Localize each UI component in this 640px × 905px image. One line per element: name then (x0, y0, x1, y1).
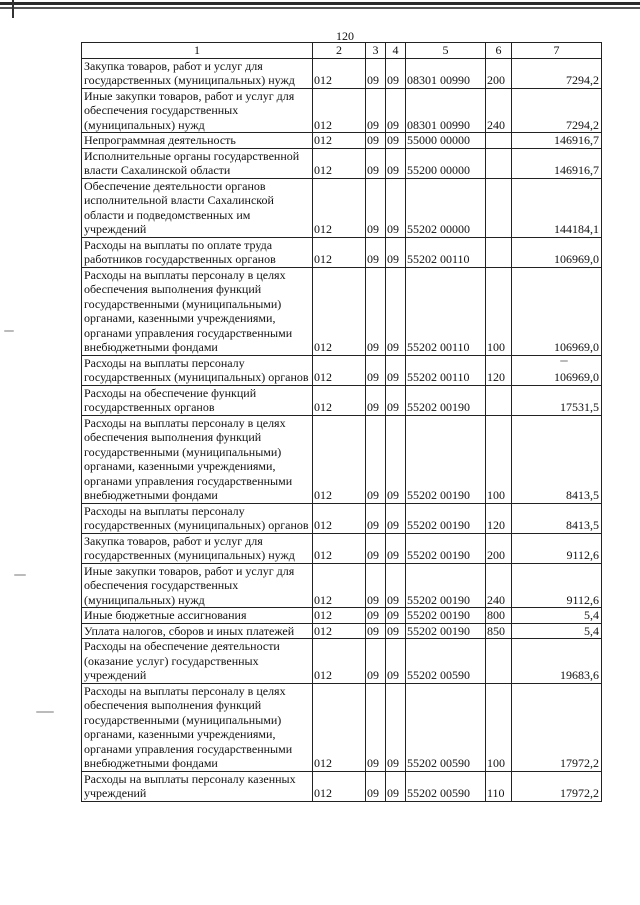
cell-name: Расходы на выплаты персоналу в целях обеспечения выполнения функций государственными (муниципальными) органами, казенными учреждениями, органами управления государственными внебюджетными фондами (82, 683, 313, 771)
cell-target-article: 08301 00990 (406, 58, 486, 88)
cell-section: 09 (366, 639, 386, 684)
table-row (82, 385, 602, 415)
cell-target-article: 55000 00000 (406, 133, 486, 149)
cell-name: Расходы на выплаты персоналу в целях обеспечения выполнения функций государственными (муниципальными) органами, казенными учреждениями, органами управления государственными внебюджетными фондами (82, 415, 313, 503)
table-row (82, 563, 602, 608)
table-row (82, 533, 602, 563)
table-row (82, 503, 602, 533)
cell-section: 09 (366, 237, 386, 267)
cell-target-article: 08301 00990 (406, 88, 486, 133)
cell-amount: 144184,1 (512, 178, 602, 237)
cell-target-article: 55202 00110 (406, 355, 486, 385)
cell-expense-type: 120 (486, 355, 512, 385)
scan-noise (560, 360, 568, 362)
cell-admin-code: 012 (313, 623, 366, 639)
scan-edge-mark (12, 0, 14, 18)
cell-expense-type: 200 (486, 533, 512, 563)
cell-name: Расходы на выплаты по оплате труда работников государственных органов (82, 237, 313, 267)
cell-admin-code: 012 (313, 267, 366, 355)
cell-name: Обеспечение деятельности органов исполнительной власти Сахалинской области и подведомственных им учреждений (82, 178, 313, 237)
cell-subsection: 09 (386, 178, 406, 237)
cell-amount: 8413,5 (512, 503, 602, 533)
cell-amount: 5,4 (512, 623, 602, 639)
cell-subsection: 09 (386, 608, 406, 624)
table-row (82, 133, 602, 149)
cell-section: 09 (366, 385, 386, 415)
cell-name: Закупка товаров, работ и услуг для государственных (муниципальных) нужд (82, 533, 313, 563)
cell-admin-code: 012 (313, 148, 366, 178)
cell-amount: 17531,5 (512, 385, 602, 415)
cell-admin-code: 012 (313, 608, 366, 624)
cell-admin-code: 012 (313, 88, 366, 133)
cell-expense-type: 240 (486, 88, 512, 133)
cell-amount: 9112,6 (512, 533, 602, 563)
cell-amount: 17972,2 (512, 683, 602, 771)
cell-section: 09 (366, 608, 386, 624)
cell-target-article: 55202 00190 (406, 415, 486, 503)
cell-expense-type: 200 (486, 58, 512, 88)
cell-subsection: 09 (386, 639, 406, 684)
header-cell-6: 6 (486, 43, 512, 59)
cell-admin-code: 012 (313, 563, 366, 608)
cell-section: 09 (366, 355, 386, 385)
page-number: 120 (336, 29, 354, 43)
cell-admin-code: 012 (313, 771, 366, 801)
cell-target-article: 55202 00190 (406, 608, 486, 624)
cell-target-article: 55202 00590 (406, 771, 486, 801)
cell-admin-code: 012 (313, 639, 366, 684)
cell-name: Иные закупки товаров, работ и услуг для обеспечения государственных (муниципальных) нужд (82, 88, 313, 133)
cell-admin-code: 012 (313, 503, 366, 533)
table-row (82, 267, 602, 355)
cell-name: Расходы на обеспечение функций государственных органов (82, 385, 313, 415)
cell-subsection: 09 (386, 267, 406, 355)
cell-subsection: 09 (386, 771, 406, 801)
table-header-row (82, 43, 602, 59)
cell-subsection: 09 (386, 683, 406, 771)
cell-section: 09 (366, 415, 386, 503)
cell-name: Расходы на обеспечение деятельности (оказание услуг) государственных учреждений (82, 639, 313, 684)
cell-target-article: 55202 00590 (406, 639, 486, 684)
cell-target-article: 55202 00000 (406, 178, 486, 237)
cell-expense-type (486, 237, 512, 267)
cell-name: Иные бюджетные ассигнования (82, 608, 313, 624)
cell-admin-code: 012 (313, 58, 366, 88)
cell-target-article: 55200 00000 (406, 148, 486, 178)
cell-target-article: 55202 00190 (406, 563, 486, 608)
header-cell-7: 7 (512, 43, 602, 59)
header-cell-5: 5 (406, 43, 486, 59)
table-row (82, 683, 602, 771)
cell-section: 09 (366, 58, 386, 88)
cell-subsection: 09 (386, 237, 406, 267)
cell-target-article: 55202 00110 (406, 267, 486, 355)
cell-amount: 17972,2 (512, 771, 602, 801)
scan-noise (4, 330, 14, 332)
cell-amount: 106969,0 (512, 267, 602, 355)
cell-admin-code: 012 (313, 237, 366, 267)
cell-amount: 5,4 (512, 608, 602, 624)
cell-expense-type: 110 (486, 771, 512, 801)
cell-name: Расходы на выплаты персоналу в целях обеспечения выполнения функций государственными (муниципальными) органами, казенными учреждениями, органами управления государственными внебюджетными фондами (82, 267, 313, 355)
header-cell-3: 3 (366, 43, 386, 59)
header-cell-4: 4 (386, 43, 406, 59)
cell-amount: 146916,7 (512, 133, 602, 149)
cell-subsection: 09 (386, 58, 406, 88)
table-row (82, 639, 602, 684)
cell-expense-type (486, 148, 512, 178)
cell-expense-type (486, 178, 512, 237)
scan-noise (36, 711, 54, 713)
cell-target-article: 55202 00190 (406, 533, 486, 563)
cell-subsection: 09 (386, 563, 406, 608)
cell-subsection: 09 (386, 133, 406, 149)
cell-admin-code: 012 (313, 385, 366, 415)
cell-section: 09 (366, 533, 386, 563)
cell-section: 09 (366, 133, 386, 149)
cell-target-article: 55202 00190 (406, 503, 486, 533)
cell-name: Закупка товаров, работ и услуг для государственных (муниципальных) нужд (82, 58, 313, 88)
cell-target-article: 55202 00590 (406, 683, 486, 771)
cell-section: 09 (366, 683, 386, 771)
cell-subsection: 09 (386, 623, 406, 639)
cell-amount: 106969,0 (512, 355, 602, 385)
table-row (82, 237, 602, 267)
cell-section: 09 (366, 623, 386, 639)
cell-expense-type: 100 (486, 267, 512, 355)
cell-amount: 7294,2 (512, 88, 602, 133)
header-cell-1: 1 (82, 43, 313, 59)
cell-target-article: 55202 00110 (406, 237, 486, 267)
cell-name: Непрограммная деятельность (82, 133, 313, 149)
cell-subsection: 09 (386, 533, 406, 563)
header-cell-2: 2 (313, 43, 366, 59)
cell-amount: 106969,0 (512, 237, 602, 267)
cell-expense-type: 800 (486, 608, 512, 624)
table-row (82, 178, 602, 237)
cell-subsection: 09 (386, 355, 406, 385)
table-row (82, 623, 602, 639)
cell-expense-type (486, 133, 512, 149)
cell-section: 09 (366, 771, 386, 801)
table-row (82, 148, 602, 178)
cell-section: 09 (366, 503, 386, 533)
cell-admin-code: 012 (313, 355, 366, 385)
cell-subsection: 09 (386, 503, 406, 533)
scan-noise (14, 574, 26, 576)
cell-subsection: 09 (386, 148, 406, 178)
cell-name: Исполнительные органы государственной власти Сахалинской области (82, 148, 313, 178)
table-row (82, 771, 602, 801)
cell-expense-type: 120 (486, 503, 512, 533)
cell-name: Расходы на выплаты персоналу государственных (муниципальных) органов (82, 355, 313, 385)
cell-section: 09 (366, 88, 386, 133)
cell-section: 09 (366, 148, 386, 178)
cell-expense-type (486, 385, 512, 415)
table-row (82, 88, 602, 133)
cell-amount: 7294,2 (512, 58, 602, 88)
scan-top-border-inner (0, 7, 640, 9)
cell-expense-type: 100 (486, 683, 512, 771)
cell-expense-type (486, 639, 512, 684)
cell-admin-code: 012 (313, 415, 366, 503)
cell-expense-type: 100 (486, 415, 512, 503)
cell-subsection: 09 (386, 415, 406, 503)
cell-admin-code: 012 (313, 178, 366, 237)
cell-amount: 9112,6 (512, 563, 602, 608)
cell-admin-code: 012 (313, 683, 366, 771)
cell-amount: 146916,7 (512, 148, 602, 178)
cell-amount: 19683,6 (512, 639, 602, 684)
cell-name: Расходы на выплаты персоналу государственных (муниципальных) органов (82, 503, 313, 533)
cell-subsection: 09 (386, 88, 406, 133)
cell-name: Расходы на выплаты персоналу казенных учреждений (82, 771, 313, 801)
table-row (82, 58, 602, 88)
cell-target-article: 55202 00190 (406, 385, 486, 415)
cell-name: Уплата налогов, сборов и иных платежей (82, 623, 313, 639)
cell-admin-code: 012 (313, 533, 366, 563)
cell-admin-code: 012 (313, 133, 366, 149)
table-row (82, 415, 602, 503)
table-row (82, 355, 602, 385)
cell-target-article: 55202 00190 (406, 623, 486, 639)
cell-expense-type: 240 (486, 563, 512, 608)
cell-section: 09 (366, 267, 386, 355)
scan-top-border (0, 2, 640, 5)
cell-amount: 8413,5 (512, 415, 602, 503)
cell-subsection: 09 (386, 385, 406, 415)
cell-section: 09 (366, 563, 386, 608)
cell-expense-type: 850 (486, 623, 512, 639)
cell-name: Иные закупки товаров, работ и услуг для обеспечения государственных (муниципальных) нужд (82, 563, 313, 608)
table-row (82, 608, 602, 624)
budget-table (81, 42, 602, 802)
cell-section: 09 (366, 178, 386, 237)
